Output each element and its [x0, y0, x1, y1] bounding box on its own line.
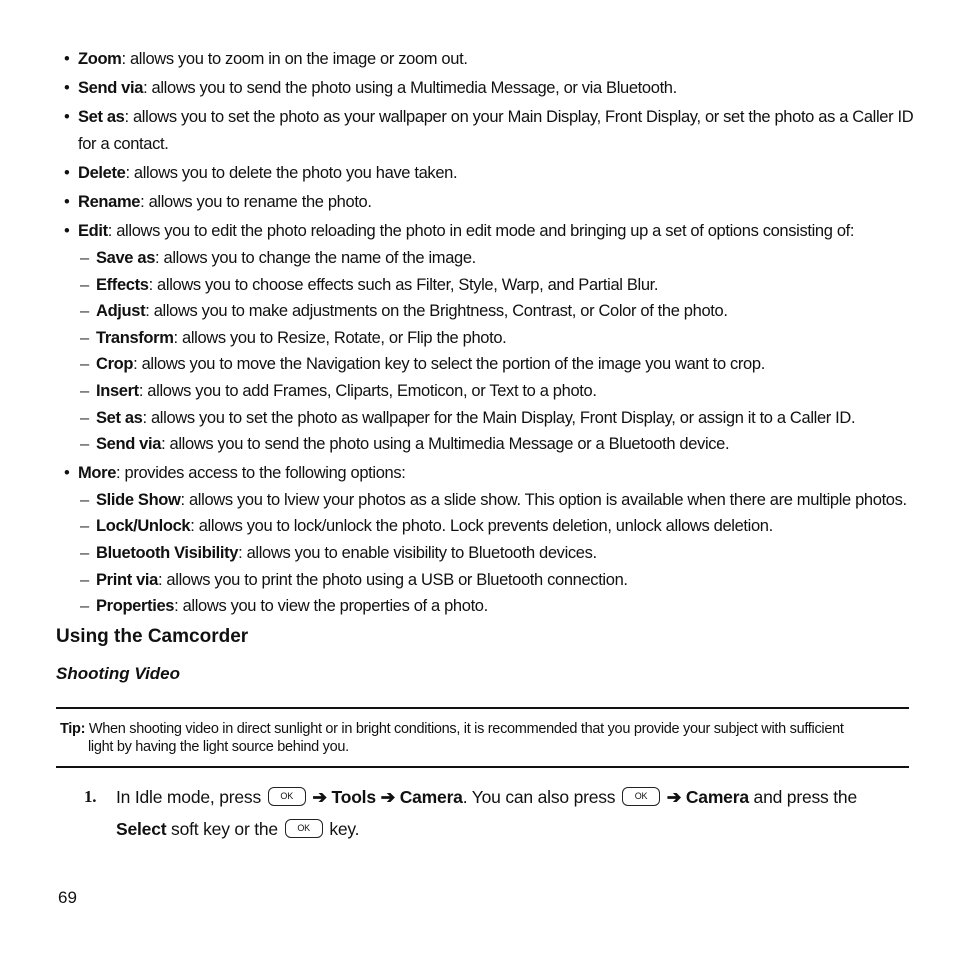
list-item: • Set as: allows you to set the photo as your wallpaper on your Main Display, Front Display, or set the photo as a Caller ID for a contact. — [64, 104, 914, 158]
subsection-title: Shooting Video — [56, 664, 181, 683]
list-item: – Effects: allows you to choose effects such as Filter, Style, Warp, and Partial Blur. — [80, 272, 914, 299]
section-title: Using the Camcorder — [56, 626, 249, 647]
list-item: – Properties: allows you to view the properties of a photo. — [80, 593, 914, 620]
step-1 — [84, 781, 904, 845]
list-item: • Edit: allows you to edit the photo reloading the photo in edit mode and bringing up a set of options consisting of: – Save as: allows you to change the name of the image. – Effects: allows you to choose effects such as Filter, Style, Warp, and Partial Blur. – Adjust: allows you to make adjustments on the Brightness, Contrast, or Color of the photo. – Transform: allows you to Resize, Rotate, or Flip the photo. – Crop: allows you to move the Navigation key to select the portion of the image you want to crop. – Insert: allows you to add Frames, Cliparts, Emoticon, or Text to a photo. – Set as: allows you to set the photo as wallpaper for the Main Display, Front Display, or assign it to a Caller ID. – Send via: allows you to send the photo using a Multimedia Message or a Bluetooth device. — [64, 218, 914, 458]
list-item: • Rename: allows you to rename the photo. — [64, 189, 914, 216]
list-item: – Lock/Unlock: allows you to lock/unlock the photo. Lock prevents deletion, unlock allows deletion. — [80, 513, 914, 540]
tip-text: Tip: When shooting video in direct sunlight or in bright conditions, it is recommended that you provide your subject with sufficient light by having the light source behind you. — [60, 721, 844, 755]
list-item: – Crop: allows you to move the Navigation key to select the portion of the image you want to crop. — [80, 351, 914, 378]
page-number: 69 — [58, 888, 77, 907]
tip-box — [56, 707, 909, 768]
list-item: – Set as: allows you to set the photo as wallpaper for the Main Display, Front Display, or assign it to a Caller ID. — [80, 405, 914, 432]
arrow-icon: ➔ — [312, 787, 327, 807]
list-item: – Bluetooth Visibility: allows you to enable visibility to Bluetooth devices. — [80, 540, 914, 567]
more-options-list — [80, 487, 914, 620]
step-instructions: In Idle mode, press OK ➔ Tools ➔ Camera. You can also press OK ➔ Camera and press the Select soft key or the OK key. — [116, 787, 857, 839]
list-item: • Zoom: allows you to zoom in on the image or zoom out. — [64, 46, 914, 73]
step-number: 1. — [84, 787, 97, 806]
arrow-icon: ➔ — [666, 787, 682, 807]
list-item: • More: provides access to the following options: – Slide Show: allows you to lview your photos as a slide show. This option is available when there are multiple photos. – Lock/Unlock: allows you to lock/unlock the photo. Lock prevents deletion, unlock allows deletion. – Bluetooth Visibility: allows you to enable visibility to Bluetooth devices. – Print via: allows you to print the photo using a USB or Bluetooth connection. – Properties: allows you to view the properties of a photo. — [64, 460, 914, 620]
list-item: – Save as: allows you to change the name of the image. — [80, 245, 914, 272]
list-item: – Insert: allows you to add Frames, Cliparts, Emoticon, or Text to a photo. — [80, 378, 914, 405]
ok-key-icon: OK — [285, 819, 323, 838]
arrow-icon: ➔ — [380, 787, 396, 807]
photo-options-list — [64, 46, 914, 622]
list-item: • Send via: allows you to send the photo using a Multimedia Message, or via Bluetooth. — [64, 75, 914, 102]
list-item: • Delete: allows you to delete the photo you have taken. — [64, 160, 914, 187]
list-item: – Slide Show: allows you to lview your photos as a slide show. This option is available when there are multiple photos. — [80, 487, 914, 514]
ok-key-icon: OK — [622, 787, 660, 806]
ok-key-icon: OK — [268, 787, 306, 806]
list-item: – Transform: allows you to Resize, Rotate, or Flip the photo. — [80, 325, 914, 352]
list-item: – Send via: allows you to send the photo using a Multimedia Message or a Bluetooth device. — [80, 431, 914, 458]
edit-options-list — [80, 245, 914, 458]
list-item: – Adjust: allows you to make adjustments on the Brightness, Contrast, or Color of the photo. — [80, 298, 914, 325]
list-item: – Print via: allows you to print the photo using a USB or Bluetooth connection. — [80, 567, 914, 594]
tip-label: Tip: — [60, 721, 86, 737]
